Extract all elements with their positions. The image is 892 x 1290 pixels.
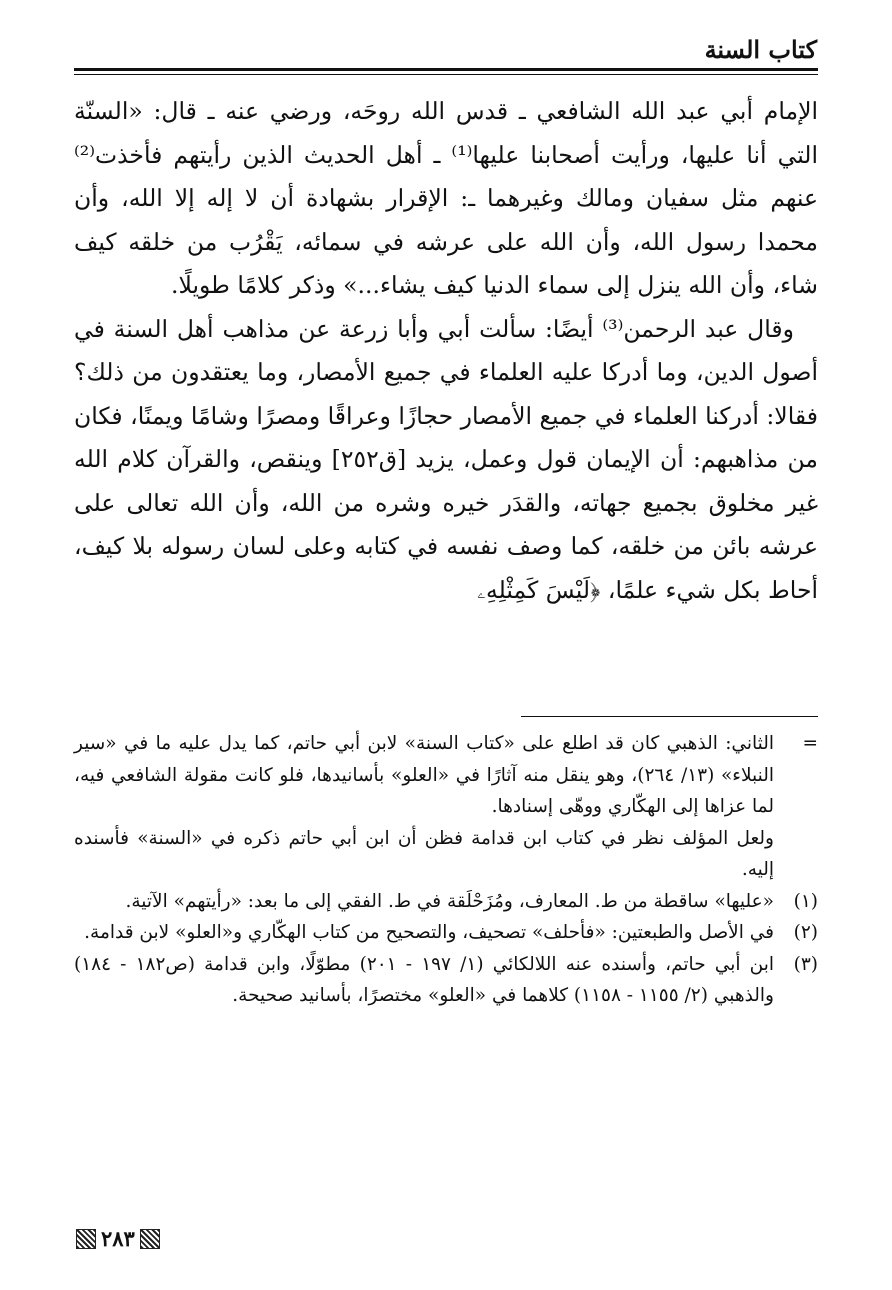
footnote-2 xyxy=(74,917,818,949)
running-header-title: كتاب السنة xyxy=(704,35,817,64)
ornament-icon xyxy=(140,1229,160,1249)
page-number-block xyxy=(76,1226,160,1251)
continuation-paragraph-1: الثاني: الذهبي كان قد اطلع على «كتاب السنة» لابن أبي حاتم، كما يدل عليه ما في «سير النبلاء» (١٣/ ٢٦٤)، وهو ينقل منه آثارًا في «العلو» بأسانيدها، فلو كانت مقولة الشافعي فيه، لما عزاها إلى الهكّاري ووهّى إسنادها. xyxy=(74,733,774,817)
footnote-text: «عليها» ساقطة من ط. المعارف، ومُزَحْلَقة في ط. الفقي إلى ما بعد: «رأيتهم» الآتية. xyxy=(125,890,774,912)
main-body-text xyxy=(74,90,818,612)
footnote-continuation xyxy=(74,728,818,886)
footnote-number: (٣) xyxy=(793,953,818,975)
footnote-3 xyxy=(74,949,818,1012)
continuation-marker: = xyxy=(802,733,818,754)
continuation-paragraph-2: ولعل المؤلف نظر في كتاب ابن قدامة فظن أن ابن أبي حاتم ذكره في «السنة» فأسنده إليه. xyxy=(74,827,774,880)
ornament-icon xyxy=(76,1229,96,1249)
header-rule-thin xyxy=(74,74,818,75)
footnote-number: (١) xyxy=(793,890,818,912)
page-number: ٢٨٣ xyxy=(101,1226,135,1251)
footnote-text: ابن أبي حاتم، وأسنده عنه اللالكائي (١/ ١٩٧ - ٢٠١) مطوّلًا، وابن قدامة (ص١٨٢ - ١٨٤) والذهبي (٢/ ١١٥٥ - ١١٥٨) كلاهما في «العلو» مختصرًا، بأسانيد صحيحة. xyxy=(74,953,775,1006)
footnote-divider xyxy=(521,716,818,717)
footnotes-section xyxy=(74,728,818,1012)
footnote-text: في الأصل والطبعتين: «فأحلف» تصحيف، والتصحيح من كتاب الهكّاري و«العلو» لابن قدامة. xyxy=(84,922,774,943)
body-paragraph-2: وقال عبد الرحمن⁽³⁾ أيضًا: سألت أبي وأبا زرعة عن مذاهب أهل السنة في أصول الدين، وما أدركا عليه العلماء في جميع الأمصار، وما يعتقدون من ذلك؟ فقالا: أدركنا العلماء في جميع الأمصار حجازًا وعراقًا ومصرًا وشامًا ويمنًا، فكان من مذاهبهم: أن الإيمان قول وعمل، يزيد [ق٢٥٢] وينقص، والقرآن كلام الله غير مخلوق بجميع جهاته، والقدَر خيره وشره من الله، وأن الله تعالى على عرشه بائن من خلقه، كما وصف نفسه في كتابه وعلى لسان رسوله بلا كيف، أحاط بكل شيء علمًا، ﴿لَيْسَ كَمِثْلِهِۦ xyxy=(74,314,818,604)
footnote-1 xyxy=(74,886,818,918)
footnote-number: (٢) xyxy=(793,922,818,943)
body-paragraph-1: الإمام أبي عبد الله الشافعي ـ قدس الله روحَه، ورضي عنه ـ قال: «السنّة التي أنا عليها، ورأيت أصحابنا عليها⁽¹⁾ ـ أهل الحديث الذين رأيتهم فأخذت⁽²⁾ عنهم مثل سفيان ومالك وغيرهما ـ: الإقرار بشهادة أن لا إله إلا الله، وأن محمدا رسول الله، وأن الله على عرشه في سمائه، يَقْرُب من خلقه كيف شاء، وأن الله ينزل إلى سماء الدنيا كيف يشاء...» وذكر كلامًا طويلًا. xyxy=(74,97,818,299)
header-rule-thick xyxy=(74,68,818,71)
